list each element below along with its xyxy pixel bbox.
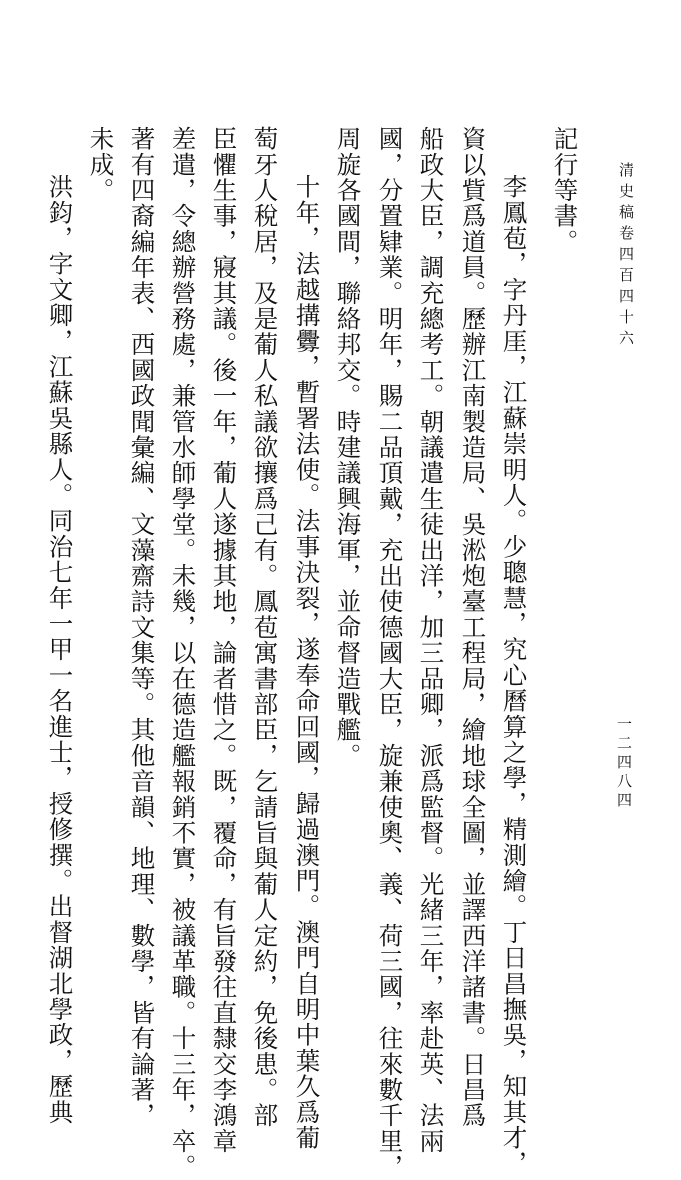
- text-column-4: 船政大臣，調充總考工。朝議遣生徒出洋，加三品卿，派爲監督。光緒三年，率赴英、法兩: [416, 126, 446, 1154]
- text-column-10: 差遣，令總辦營務處，兼管水師學堂。未幾，以在德造艦報銷不實，被議革職。十三年，卒。: [168, 126, 198, 1180]
- text-column-5: 國，分置肄業。明年，賜二品頂戴，充出使德國大臣，旋兼使奧、義、荷三國，往來數千里，: [375, 126, 405, 1180]
- text-column-1: 記行等書。: [550, 126, 580, 255]
- text-column-13: 洪鈞，字文卿，江蘇吳縣人。同治七年一甲一名進士，授修撰。出督湖北學政，歷典: [45, 174, 75, 1125]
- text-column-12: 未成。: [86, 126, 116, 204]
- text-column-3: 資以貲爲道員。歷辦江南製造局、吳淞炮臺工程局，繪地球全圖，並譯西洋諸書。日昌爲: [458, 126, 488, 1129]
- text-column-2: 李鳳苞，字丹厓，江蘇崇明人。少聰慧，究心曆算之學，精測繪。丁日昌撫吳，知其才，: [499, 174, 529, 1177]
- text-column-7: 十年，法越搆釁，暫署法使。法事決裂，遂奉命回國，歸過澳門。澳門自明中葉久爲葡: [292, 174, 322, 1151]
- page-number: 一二四八四: [615, 716, 633, 811]
- text-column-8: 萄牙人稅居，及是葡人私議欲攘爲己有。鳳苞寓書部臣，乞請旨與葡人定約，免後患。部: [250, 126, 280, 1129]
- text-column-9: 臣懼生事，寢其議。後一年，葡人遂據其地，論者惜之。既，覆命，有旨發往直隸交李鴻章: [209, 126, 239, 1154]
- text-column-11: 著有四裔編年表、西國政聞彙編、文藻齋詩文集等。其他音韻、地理、數學，皆有論著，: [127, 126, 157, 1129]
- running-title: 清史稿卷四百四十六: [617, 162, 635, 351]
- text-column-6: 周旋各國間，聯絡邦交。時建議興海軍，並命督造戰艦。: [333, 126, 363, 769]
